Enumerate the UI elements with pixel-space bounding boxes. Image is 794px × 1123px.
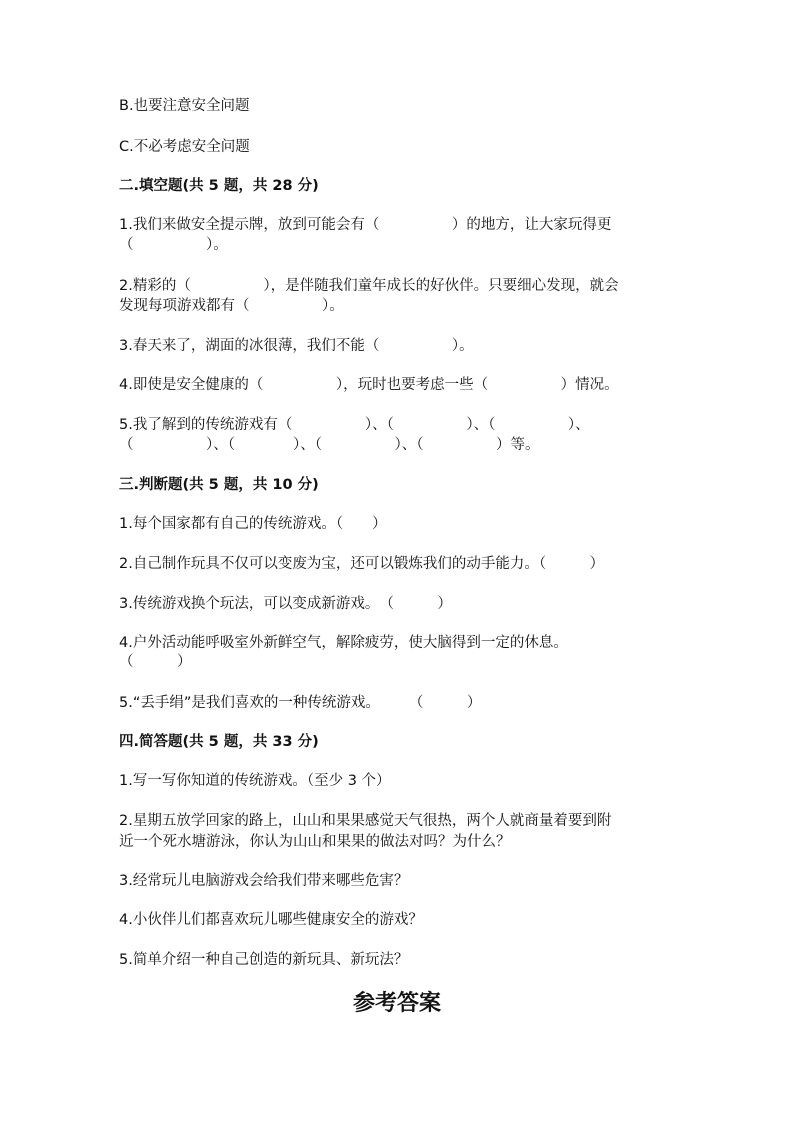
fill-blank-q5-line1: 5.我了解到的传统游戏有（ ）、（ ）、（ ）、 [119,417,590,433]
answer-key-title: 参考答案 [352,990,441,1016]
short-answer-q4: 4.小伙伴儿们都喜欢玩儿哪些健康安全的游戏？ [119,912,423,928]
judge-q4-line1: 4.户外活动能呼吸室外新鲜空气，解除疲劳，使大脑得到一定的休息。 [119,635,568,651]
judge-q3: 3.传统游戏换个玩法，可以变成新游戏。 （ ） [119,596,452,612]
choice-option-b: B.也要注意安全问题 [119,98,250,114]
fill-blank-heading: 二.填空题(共 5 题，共 28 分) [119,178,319,194]
fill-blank-q1-line1: 1.我们来做安全提示牌，放到可能会有（ ）的地方，让大家玩得更 [119,217,612,233]
fill-blank-q5-line2: （ ）、（ ）、（ ）、（ ）等。 [119,437,540,453]
short-answer-heading: 四.简答题(共 5 题，共 33 分) [119,734,319,750]
short-answer-q5: 5.简单介绍一种自己创造的新玩具、新玩法？ [119,952,409,968]
judge-q1: 1.每个国家都有自己的传统游戏。（ ） [119,516,387,532]
fill-blank-q1-line2: （ ）。 [119,237,228,253]
short-answer-q2-line1: 2.星期五放学回家的路上，山山和果果感觉天气很热，两个人就商量着要到附 [119,813,612,829]
fill-blank-q4: 4.即使是安全健康的（ ），玩时也要考虑一些（ ）情况。 [119,377,619,393]
fill-blank-q2-line1: 2.精彩的（ ），是伴随我们童年成长的好伙伴。只要细心发现，就会 [119,278,619,294]
judge-q5: 5.“丢手绢”是我们喜欢的一种传统游戏。 （ ） [119,695,482,711]
choice-option-c: C.不必考虑安全问题 [119,139,250,155]
fill-blank-q2-line2: 发现每项游戏都有（ ）。 [119,298,344,314]
judge-q4-line2: （ ） [119,654,192,670]
fill-blank-q3: 3.春天来了，湖面的冰很薄，我们不能（ ）。 [119,338,474,354]
judge-q2: 2.自己制作玩具不仅可以变废为宝，还可以锻炼我们的动手能力。（ ） [119,556,605,572]
short-answer-q3: 3.经常玩儿电脑游戏会给我们带来哪些危害？ [119,873,409,889]
short-answer-q1: 1.写一写你知道的传统游戏。（至少 3 个） [119,773,391,789]
short-answer-q2-line2: 近一个死水塘游泳，你认为山山和果果的做法对吗？为什么？ [119,834,511,850]
judge-heading: 三.判断题(共 5 题，共 10 分) [119,477,319,493]
